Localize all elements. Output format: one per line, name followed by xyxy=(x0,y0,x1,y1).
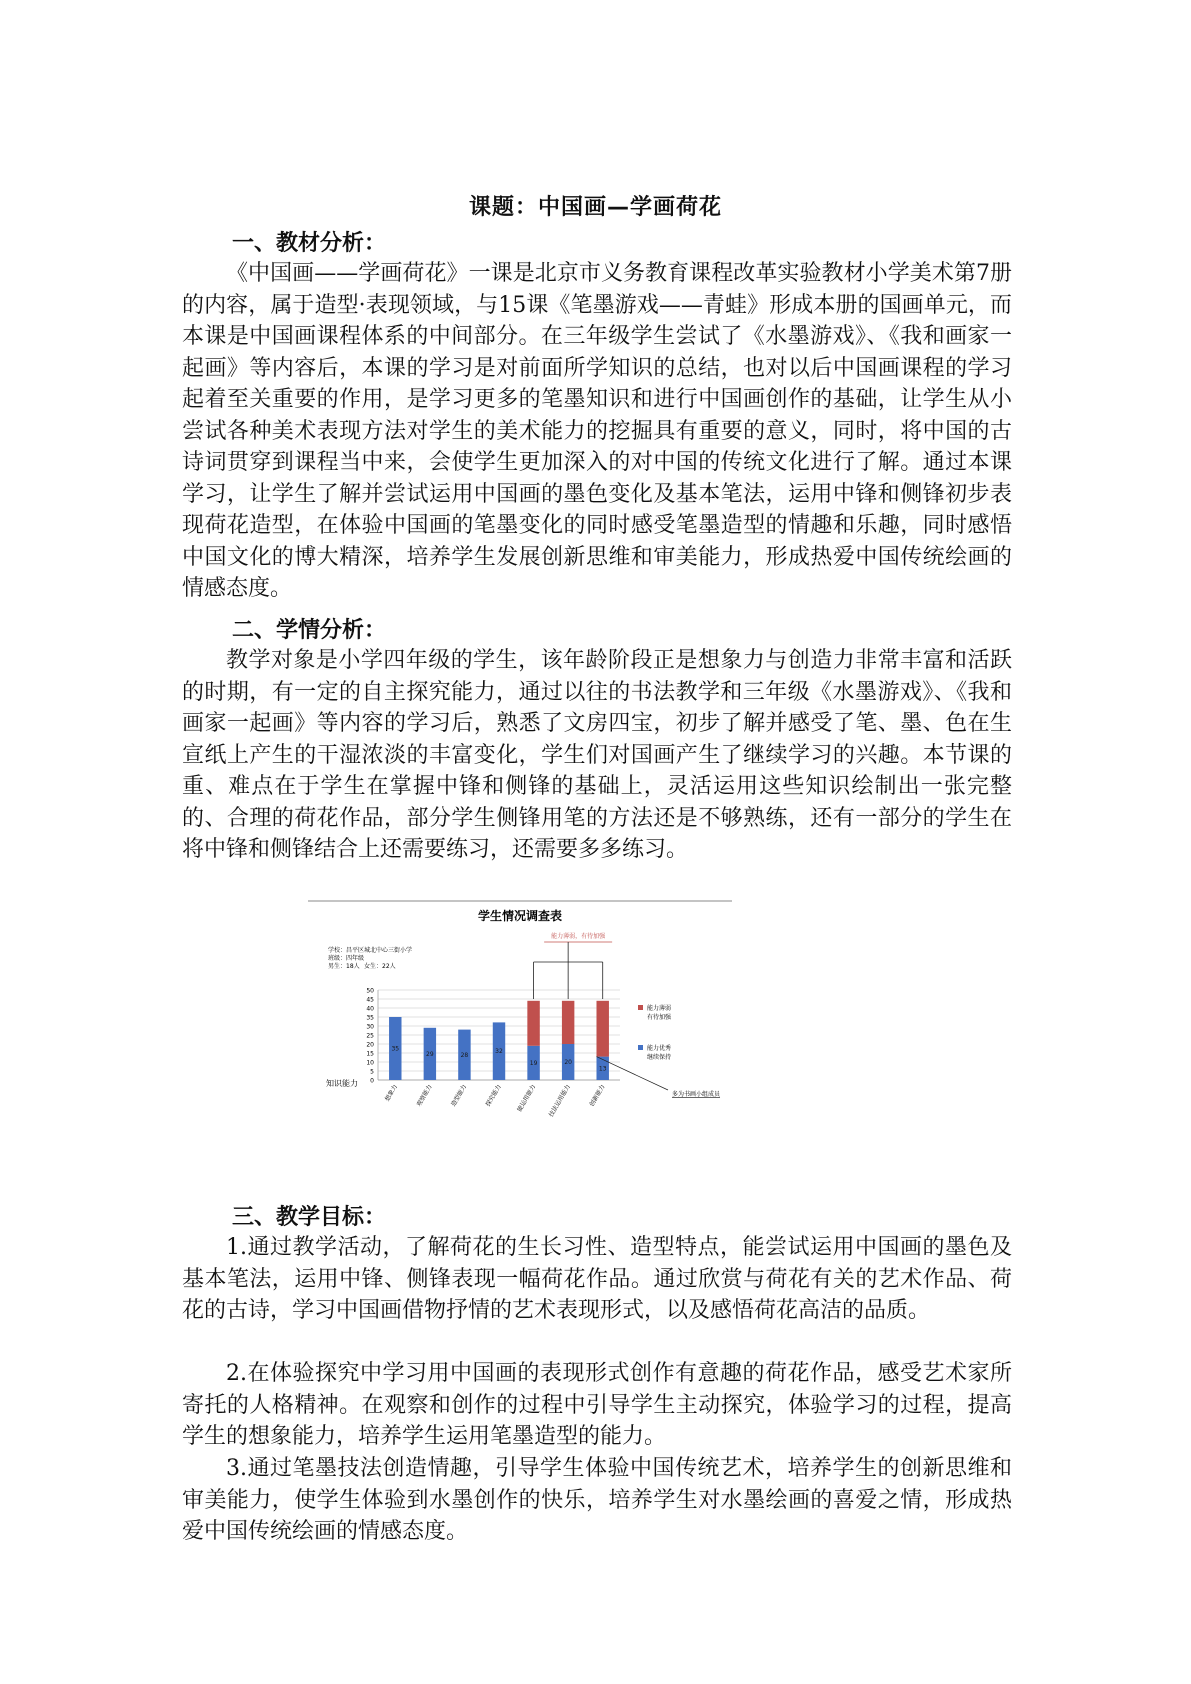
chart-ylabel: 知识能力 xyxy=(326,1079,358,1088)
section-heading-textbook-analysis: 一、教材分析： xyxy=(232,231,387,256)
chart-legend-label: 能力优秀 xyxy=(647,1045,672,1052)
paragraph-goal-2: 2.在体验探究中学习用中国画的表现形式创作有意趣的荷花作品，感受艺术家所寄托的人格精神。在观察和创作的过程中引导学生主动探究，体验学习的过程，提高学生的想象能力，培养学生运用笔墨造型的能力。 xyxy=(182,1361,1012,1449)
chart-bar-weak xyxy=(527,1001,539,1046)
chart-bar-weak xyxy=(596,1001,608,1057)
chart-data-label: 28 xyxy=(460,1051,469,1059)
chart-ytick-label: 35 xyxy=(366,1014,374,1022)
chart-category-label: 观察能力 xyxy=(415,1083,434,1108)
chart-ytick-label: 5 xyxy=(370,1068,374,1076)
chart-category-label: 想象力 xyxy=(383,1083,400,1103)
survey-chart-svg xyxy=(302,900,738,1136)
paragraph-textbook-analysis: 《中国画——学画荷花》一课是北京市义务教育课程改革实验教材小学美术第7册的内容，属于造型·表现领域，与15课《笔墨游戏——青蛙》形成本册的国画单元，而本课是中国画课程体系的中间部分。在三年级学生尝试了《水墨游戏》、《我和画家一起画》等内容后，本课的学习是对前面所学知识的总结，也对以后中国画课程的学习起着至关重要的作用，是学习更多的笔墨知识和进行中国画创作的基础，让学生从小尝试各种美术表现方法对学生的美术能力的挖掘具有重要的意义，同时，将中国的古诗词贯穿到课程当中来，会使学生更加深入的对中国的传统文化进行了解。通过本课学习，让学生了解并尝试运用中国画的墨色变化及基本笔法，运用中锋和侧锋初步表现荷花造型，在体验中国画的笔墨变化的同时感受笔墨造型的情趣和乐趣，同时感悟中国文化的博大精深，培养学生发展创新思维和审美能力，形成热爱中国传统绘画的情感态度。 xyxy=(182,261,1012,601)
chart-bar-weak xyxy=(562,1001,574,1044)
chart-ytick-label: 25 xyxy=(366,1032,374,1040)
chart-info-boys: 男生：18人 xyxy=(328,963,360,970)
chart-category-label: 技法运用能力 xyxy=(547,1083,572,1119)
chart-info-girls: 女生：22人 xyxy=(364,963,396,970)
chart-ytick-label: 45 xyxy=(366,996,374,1004)
chart-category-label: 造型能力 xyxy=(450,1083,469,1108)
chart-data-label: 32 xyxy=(495,1048,503,1056)
document-title: 课题：中国画—学画荷花 xyxy=(468,195,722,220)
chart-legend-swatch xyxy=(638,1045,643,1050)
chart-footnote: 多为书画小组成员 xyxy=(672,1091,721,1098)
section-heading-teaching-goals: 三、教学目标： xyxy=(232,1205,387,1230)
chart-category-label: 探究能力 xyxy=(484,1083,503,1108)
chart-ytick-label: 20 xyxy=(366,1041,374,1049)
chart-category-label: 能运用能力 xyxy=(516,1083,538,1113)
paragraph-student-analysis: 教学对象是小学四年级的学生，该年龄阶段正是想象力与创造力非常丰富和活跃的时期，有一定的自主探究能力，通过以往的书法教学和三年级《水墨游戏》、《我和画家一起画》等内容的学习后，熟悉了文房四宝，初步了解并感受了笔、墨、色在生宣纸上产生的干湿浓淡的丰富变化，学生们对国画产生了继续学习的兴趣。本节课的重、难点在于学生在掌握中锋和侧锋的基础上，灵活运用这些知识绘制出一张完整的、合理的荷花作品，部分学生侧锋用笔的方法还是不够熟练，还有一部分的学生在将中锋和侧锋结合上还需要练习，还需要多多练习。 xyxy=(182,648,1012,862)
chart-ytick-label: 10 xyxy=(366,1059,374,1067)
chart-data-label: 19 xyxy=(529,1059,538,1067)
chart-legend-label: 能力薄弱 xyxy=(647,1005,672,1012)
chart-ytick-label: 40 xyxy=(366,1005,374,1013)
chart-category-label: 创新能力 xyxy=(588,1083,607,1108)
chart-annotation-text: 能力薄弱，有待加强 xyxy=(551,933,606,940)
paragraph-goal-1: 1.通过教学活动，了解荷花的生长习性、造型特点，能尝试运用中国画的墨色及基本笔法，运用中锋、侧锋表现一幅荷花作品。通过欣赏与荷花有关的艺术作品、荷花的古诗，学习中国画借物抒情的艺术表现形式，以及感悟荷花高洁的品质。 xyxy=(182,1235,1012,1323)
chart-ytick-label: 0 xyxy=(370,1077,374,1085)
chart-data-label: 20 xyxy=(564,1059,572,1066)
chart-data-label: 13 xyxy=(598,1065,607,1073)
chart-ytick-label: 50 xyxy=(366,987,374,995)
chart-legend-label-sub: 有待加强 xyxy=(647,1014,672,1021)
paragraph-goal-3: 3.通过笔墨技法创造情趣，引导学生体验中国传统艺术，培养学生的创新思维和审美能力，使学生体验到水墨创作的快乐，培养学生对水墨绘画的喜爱之情，形成热爱中国传统绘画的情感态度。 xyxy=(182,1456,1012,1544)
chart-legend-swatch xyxy=(638,1005,643,1010)
chart-data-label: 29 xyxy=(426,1050,434,1058)
chart-legend-label-sub: 继续保持 xyxy=(647,1054,672,1061)
survey-chart xyxy=(302,900,738,1136)
section-heading-student-analysis: 二、学情分析： xyxy=(232,618,387,643)
chart-ytick-label: 30 xyxy=(366,1023,374,1031)
chart-title: 学生情况调查表 xyxy=(477,909,563,923)
chart-info-class: 班级：四年级 xyxy=(328,955,365,962)
chart-info-school: 学校：昌平区城北中心三街小学 xyxy=(328,947,413,954)
chart-data-label: 35 xyxy=(391,1045,400,1053)
chart-ytick-label: 15 xyxy=(366,1050,374,1058)
